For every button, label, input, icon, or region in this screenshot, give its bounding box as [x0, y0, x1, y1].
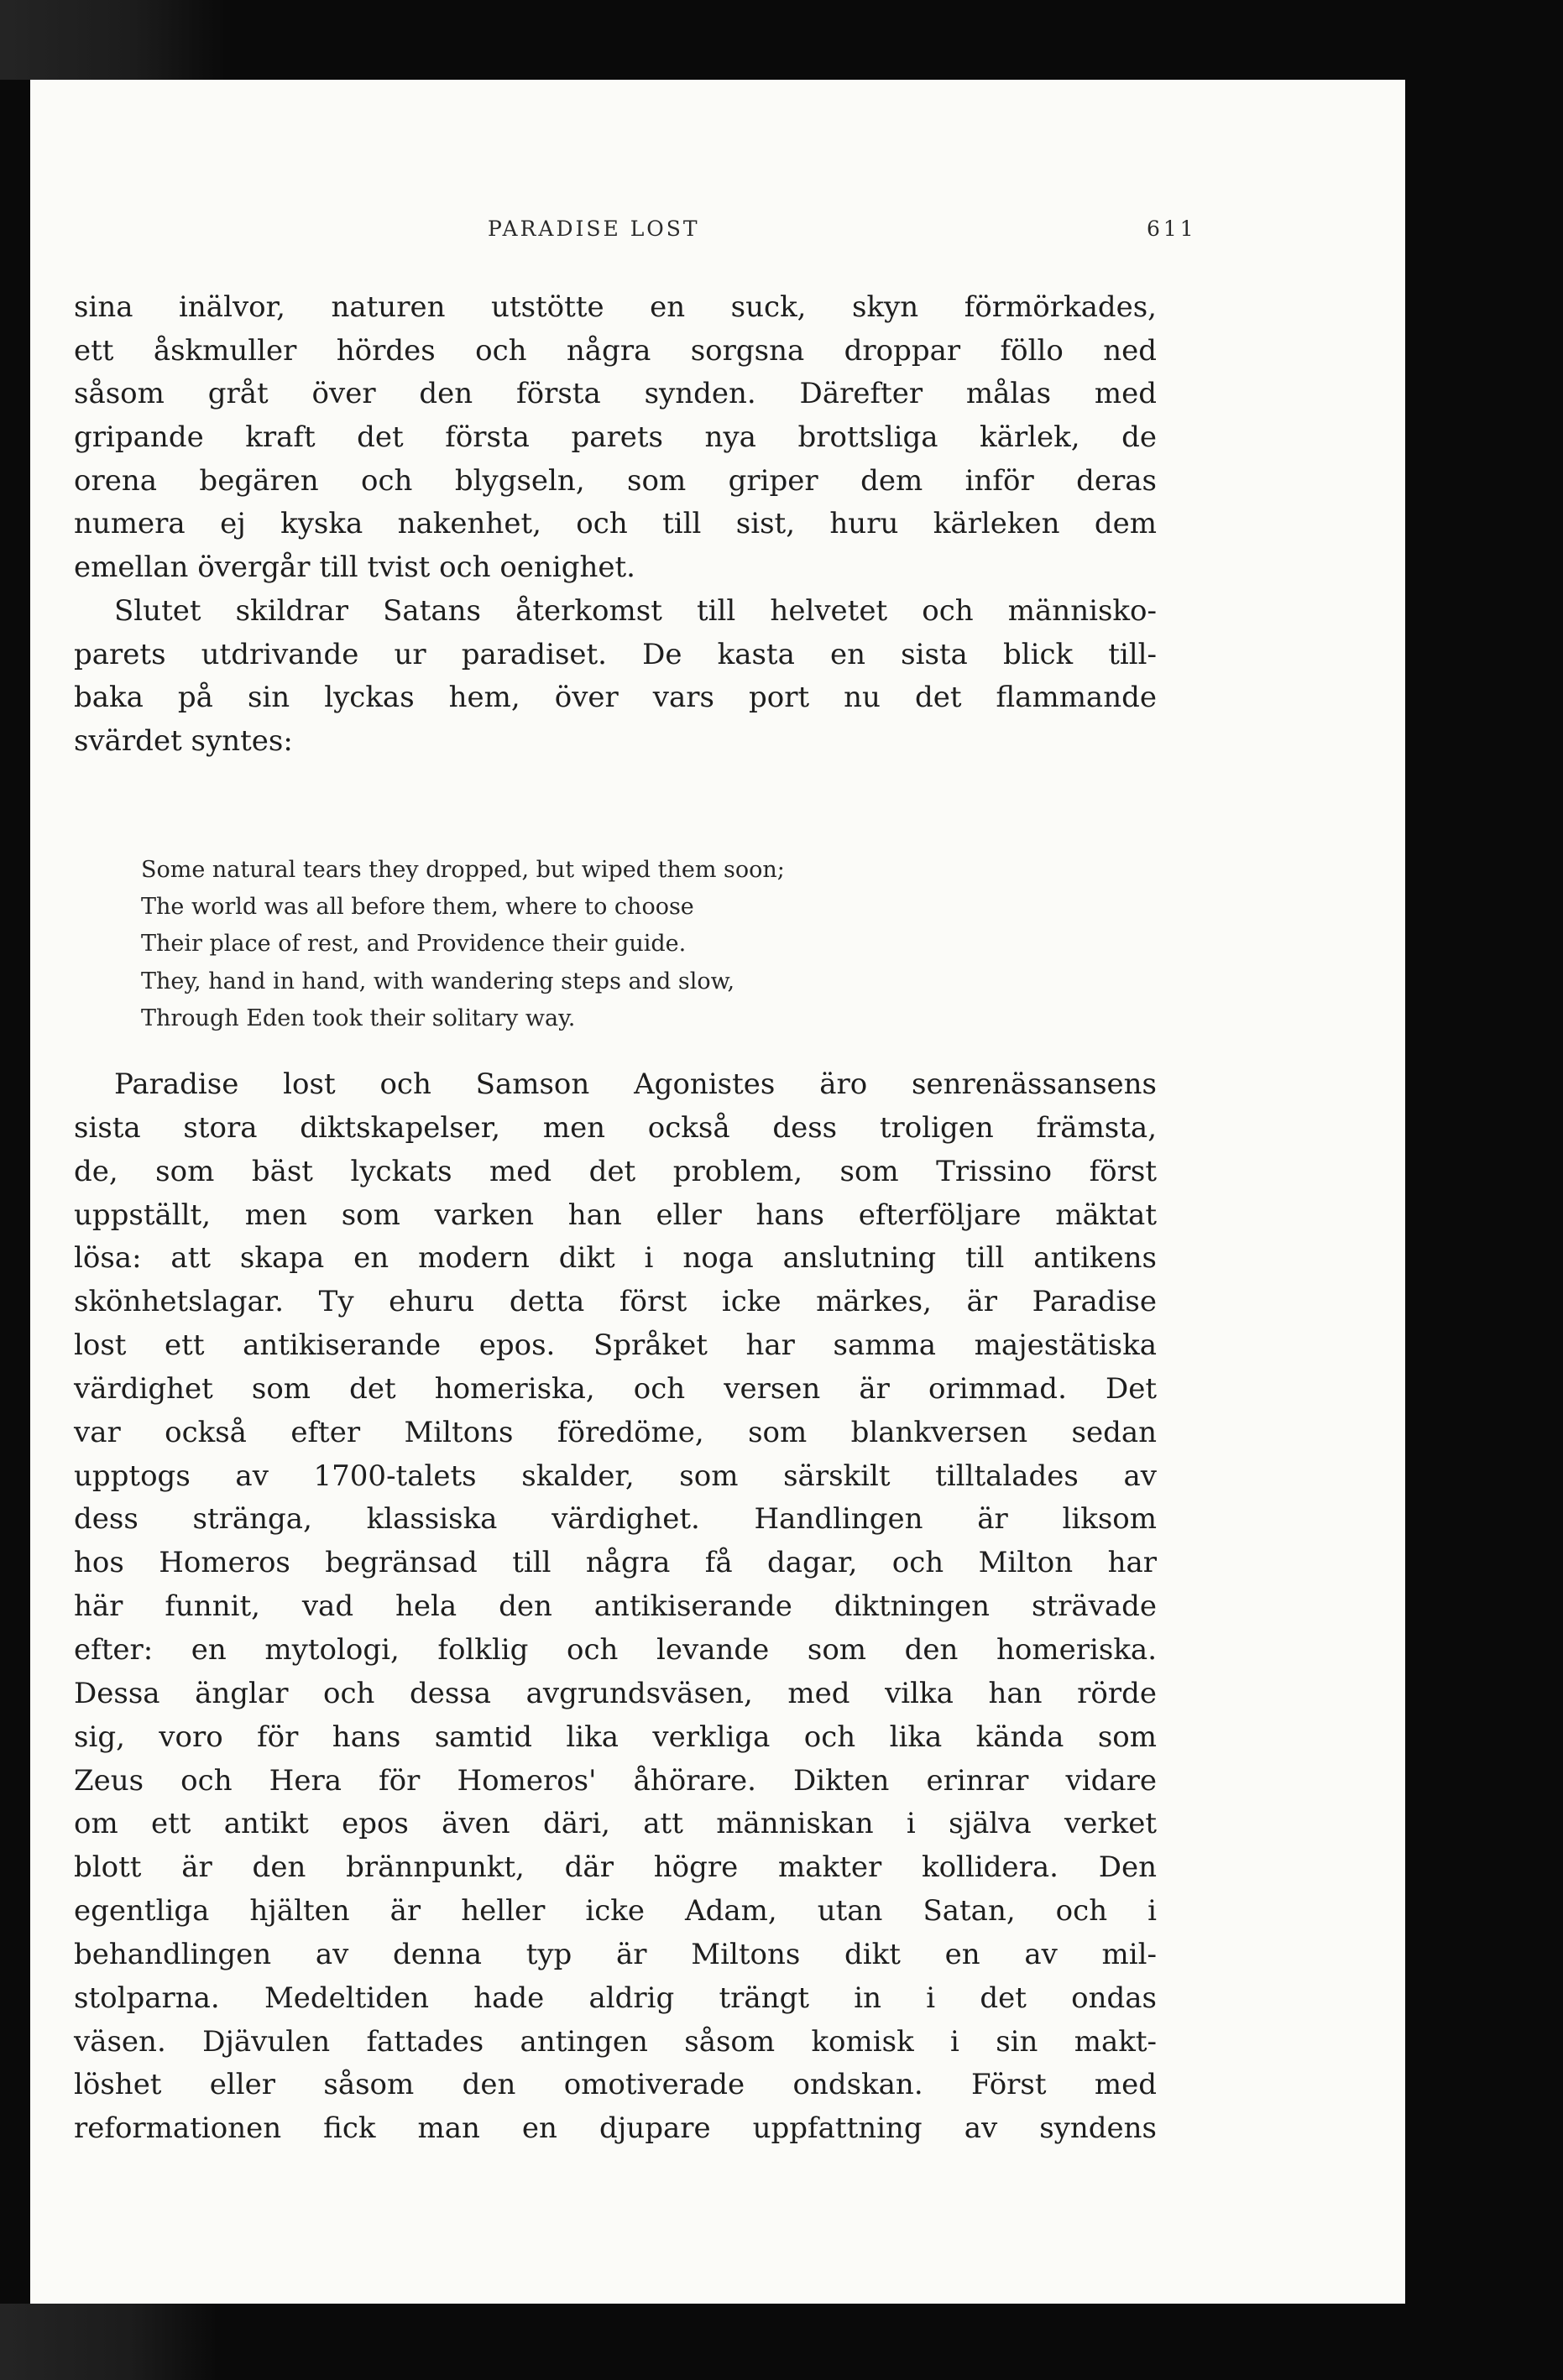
text-line: de, som bäst lyckats med det problem, som Trissino först [74, 1154, 1157, 1188]
text-line: Dessa änglar och dessa avgrundsväsen, med vilka han rörde [74, 1676, 1157, 1710]
text-line: var också efter Miltons föredöme, som blankversen sedan [74, 1415, 1157, 1449]
text-line: lost ett antikiserande epos. Språket har samma majestätiska [74, 1328, 1157, 1363]
text-line: Paradise lost och Samson Agonistes äro senrenässansens [114, 1067, 1157, 1101]
text-line: upptogs av 1700-talets skalder, som särskilt tilltalades av [74, 1459, 1157, 1493]
text-line: väsen. Djävulen fattades antingen såsom komisk i sin makt- [74, 2024, 1157, 2059]
text-line: baka på sin lyckas hem, över vars port nu det flammande [74, 681, 1157, 715]
text-line: Slutet skildrar Satans återkomst till helvetet och människo- [114, 593, 1157, 628]
text-line: om ett antikt epos även däri, att människan i själva verket [74, 1807, 1157, 1841]
text-line: skönhetslagar. Ty ehuru detta först icke märkes, är Paradise [74, 1285, 1157, 1319]
text-line: sina inälvor, naturen utstötte en suck, skyn förmörkades, [74, 290, 1157, 324]
page-number: 611 [1147, 217, 1197, 241]
text-line: numera ej kyska nakenhet, och till sist, huru kärleken dem [74, 507, 1157, 541]
text-line: såsom gråt över den första synden. Därefter målas med [74, 377, 1157, 411]
text-line: gripande kraft det första parets nya brottsliga kärlek, de [74, 420, 1157, 455]
running-header [30, 217, 1405, 258]
verse-line: They, hand in hand, with wandering steps and slow, [141, 968, 735, 994]
verse-line: Their place of rest, and Providence their guide. [141, 931, 687, 958]
text-line: sista stora diktskapelser, men också dess troligen främsta, [74, 1110, 1157, 1145]
text-line: parets utdrivande ur paradiset. De kasta en sista blick till- [74, 637, 1157, 671]
body-text-top [74, 286, 1157, 764]
text-line: dess stränga, klassiska värdighet. Handlingen är liksom [74, 1502, 1157, 1537]
text-line: svärdet syntes: [74, 723, 293, 758]
scan-border-bottom [0, 2304, 218, 2380]
text-line: behandlingen av denna typ är Miltons dikt en av mil- [74, 1937, 1157, 1971]
text-line: sig, voro för hans samtid lika verkliga och lika kända som [74, 1720, 1157, 1754]
text-line: lösa: att skapa en modern dikt i noga anslutning till antikens [74, 1241, 1157, 1276]
text-line: emellan övergår till tvist och oenighet. [74, 551, 635, 585]
verse-quotation [141, 852, 1064, 1037]
text-line: hos Homeros begränsad till några få dagar, och Milton har [74, 1546, 1157, 1580]
verse-line: Through Eden took their solitary way. [141, 1005, 576, 1031]
running-title: PARADISE LOST [488, 217, 700, 241]
text-line: blott är den brännpunkt, där högre makter kollidera. Den [74, 1850, 1157, 1885]
text-line: värdighet som det homeriska, och versen är orimmad. Det [74, 1371, 1157, 1406]
text-line: här funnit, vad hela den antikiserande diktningen strävade [74, 1589, 1157, 1624]
body-text-bottom [74, 1063, 1157, 2151]
text-line: orena begären och blygseln, som griper dem inför deras [74, 463, 1157, 498]
text-line: reformationen fick man en djupare uppfattning av syndens [74, 2111, 1157, 2146]
verse-line: Some natural tears they dropped, but wiped them soon; [141, 857, 785, 883]
verse-line: The world was all before them, where to choose [141, 894, 694, 921]
text-line: löshet eller såsom den omotiverade ondskan. Först med [74, 2068, 1157, 2102]
text-line: efter: en mytologi, folklig och levande som den homeriska. [74, 1632, 1157, 1667]
text-line: ett åskmuller hördes och några sorgsna droppar föllo ned [74, 333, 1157, 368]
text-line: egentliga hjälten är heller icke Adam, utan Satan, och i [74, 1894, 1157, 1929]
text-line: Zeus och Hera för Homeros' åhörare. Dikten erinrar vidare [74, 1763, 1157, 1798]
scan-border-top [0, 0, 227, 80]
text-line: uppställt, men som varken han eller hans efterföljare mäktat [74, 1198, 1157, 1232]
text-line: stolparna. Medeltiden hade aldrig trängt in i det ondas [74, 1981, 1157, 2015]
book-page [30, 80, 1405, 2304]
